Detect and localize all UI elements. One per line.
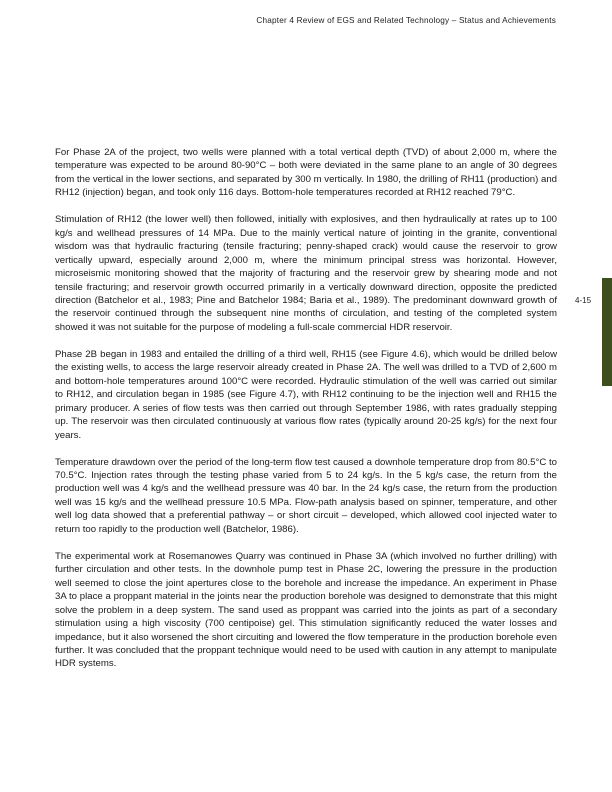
paragraph: Phase 2B began in 1983 and entailed the drilling of a third well, RH15 (see Figure 4.6), which would be drilled below the existing wells, to access the large reservoir already created in Phase 2A. The well was drilled to a TVD of 2,600 m and bottom-hole temperatures around 100°C were recorded. Hydraulic stimulation of the well was carried out similar to RH12, and circulation began in 1985 (see Figure 4.7), with RH12 continuing to be the injection well and RH15 the primary producer. A series of flow tests was then carried out through September 1986, with rates gradually stepping up. The reservoir was then circulated continuously at various flow rates (typically around 20-25 kg/s) for the next four years. — [55, 348, 557, 441]
page-number: 4-15 — [575, 296, 592, 305]
paragraph: For Phase 2A of the project, two wells were planned with a total vertical depth (TVD) of about 2,000 m, where the temperature was expected to be around 80-90°C – both were deviated in the same plane to an angle of 30 degrees from the vertical in the lower sections, and separated by 300 m vertically. In 1980, the drilling of RH11 (production) and RH12 (injection) began, and took only 116 days. Bottom-hole temperatures recorded at RH12 reached 79°C. — [55, 147, 557, 199]
chapter-tab-marker — [602, 278, 612, 386]
running-header: Chapter 4 Review of EGS and Related Technology – Status and Achievements — [256, 16, 556, 25]
body-text — [55, 146, 557, 684]
paragraph: Temperature drawdown over the period of the long-term flow test caused a downhole temperature drop from 80.5°C to 70.5°C. Injection rates through the testing phase varied from 5 to 24 kg/s. In the 5 kg/s case, the return from the production well was 4 kg/s and the wellhead pressure was 40 bar. In the 24 kg/s case, the return from the production well was 15 kg/s and the wellhead pressure 10.5 MPa. Flow-path analysis based on spinner, temperature, and other well log data showed that a preferential pathway – or short circuit – developed, which allowed cool injected water to return too rapidly to the production well (Batchelor, 1986). — [55, 456, 557, 535]
paragraph: Stimulation of RH12 (the lower well) then followed, initially with explosives, and then hydraulically at rates up to 100 kg/s and wellhead pressures of 14 MPa. Due to the mainly vertical nature of jointing in the granite, conventional wisdom was that hydraulic fracturing (tensile fracturing; penny-shaped crack) would cause the reservoir to grow vertically upward, especially around 2,000 m, where the minimum principal stress was horizontal. However, microseismic monitoring showed that the majority of fracturing and the reservoir grew by shearing mode and not tensile fracturing; and reservoir growth occurred primarily in a vertically downward direction, opposite the predicted direction (Batchelor et al., 1983; Pine and Batchelor 1984; Baria et al., 1989). The predominant downward growth of the reservoir continued through the subsequent nine months of circulation, and testing of the completed system showed it was not suitable for the purpose of modeling a full-scale commercial HDR reservoir. — [55, 214, 557, 333]
paragraph: The experimental work at Rosemanowes Quarry was continued in Phase 3A (which involved no further drilling) with further circulation and other tests. In the downhole pump test in Phase 2C, lowering the pressure in the production well seemed to close the joint apertures close to the borehole and increase the impedance. An experiment in Phase 3A to place a proppant material in the joints near the production borehole was designed to demonstrate that this might solve the problem in a deep system. The sand used as proppant was carried into the joints as part of a secondary stimulation using a high viscosity (700 centipoise) gel. This stimulation significantly reduced the water losses and impedance, but it also worsened the short circuiting and lowered the flow temperature in the production borehole even further. It was concluded that the proppant technique would need to be used with caution in any attempt to manipulate HDR systems. — [55, 550, 557, 670]
